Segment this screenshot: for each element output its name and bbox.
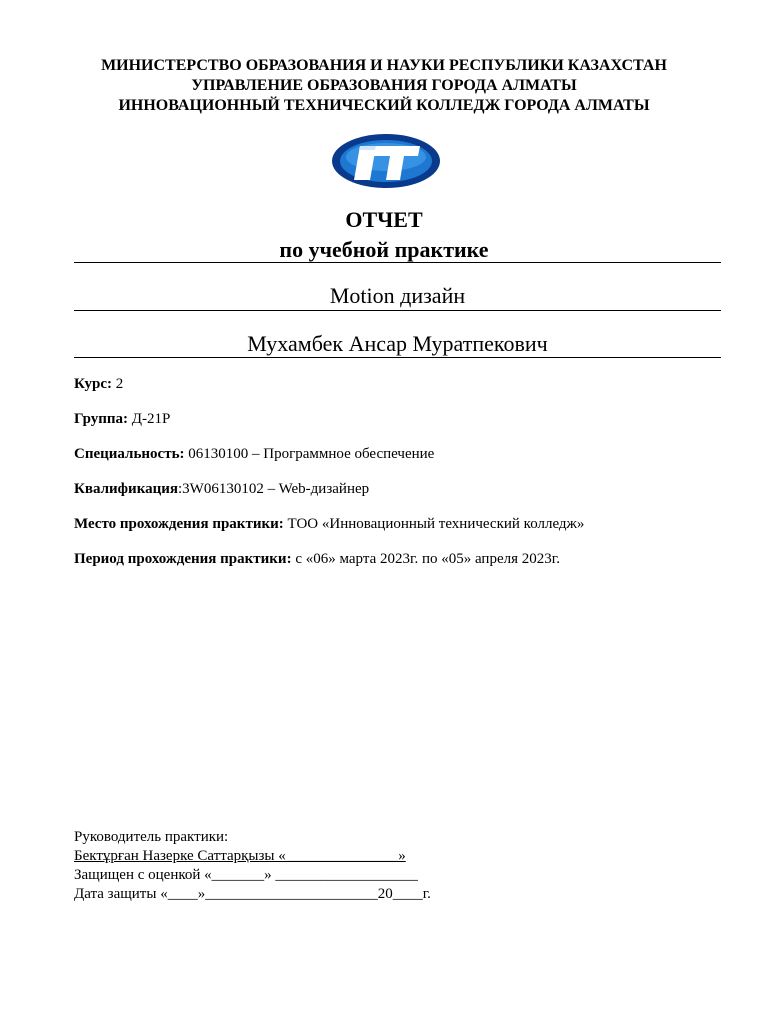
defended-grade-line: Защищен с оценкой «_______» ___________________ <box>74 867 418 883</box>
supervisor-label: Руководитель практики: <box>74 829 229 845</box>
ministry-name: МИНИСТЕРСТВО ОБРАЗОВАНИЯ И НАУКИ РЕСПУБЛИКИ КАЗАХСТАН <box>101 57 667 74</box>
signature-block <box>74 828 674 904</box>
course-value: 2 <box>112 376 124 392</box>
report-title <box>0 205 768 265</box>
report-title-sub: по учебной практике <box>279 237 489 262</box>
department-name: УПРАВЛЕНИЕ ОБРАЗОВАНИЯ ГОРОДА АЛМАТЫ <box>191 77 577 94</box>
period-field <box>74 549 754 569</box>
place-field <box>74 514 754 534</box>
course-label: Курс: <box>74 376 112 392</box>
document-header <box>0 56 768 116</box>
specialty-field <box>74 444 754 464</box>
specialty-label: Специальность: <box>74 446 185 462</box>
title-divider <box>74 262 721 263</box>
place-value: ТОО «Инновационный технический колледж» <box>283 516 585 532</box>
course-field <box>74 374 754 394</box>
place-label: Место прохождения практики: <box>74 516 284 532</box>
report-fields <box>74 374 754 584</box>
report-title-main: ОТЧЕТ <box>345 207 423 232</box>
supervisor-name: Бектұрған Назерке Саттарқызы «_______________» <box>74 848 406 864</box>
period-value: с «06» марта 2023г. по «05» апреля 2023г. <box>291 551 560 567</box>
qualification-label: Квалификация <box>74 481 179 497</box>
subject-divider <box>74 310 721 311</box>
period-label: Период прохождения практики: <box>74 551 292 567</box>
group-label: Группа: <box>74 411 129 427</box>
group-value: Д-21Р <box>128 411 171 427</box>
defense-date-line: Дата защиты «____»_______________________20____г. <box>74 886 431 902</box>
student-name: Мухамбек Ансар Муратпекович <box>247 331 548 356</box>
qualification-value: :3W06130102 – Web-дизайнер <box>178 481 370 497</box>
it-college-logo-icon <box>330 130 442 192</box>
student-divider <box>74 357 721 358</box>
specialty-value: 06130100 – Программное обеспечение <box>184 446 435 462</box>
group-field <box>74 409 754 429</box>
subject-name: Motion дизайн <box>329 283 466 308</box>
qualification-field <box>74 479 754 499</box>
college-name: ИННОВАЦИОННЫЙ ТЕХНИЧЕСКИЙ КОЛЛЕДЖ ГОРОДА АЛМАТЫ <box>118 97 650 114</box>
